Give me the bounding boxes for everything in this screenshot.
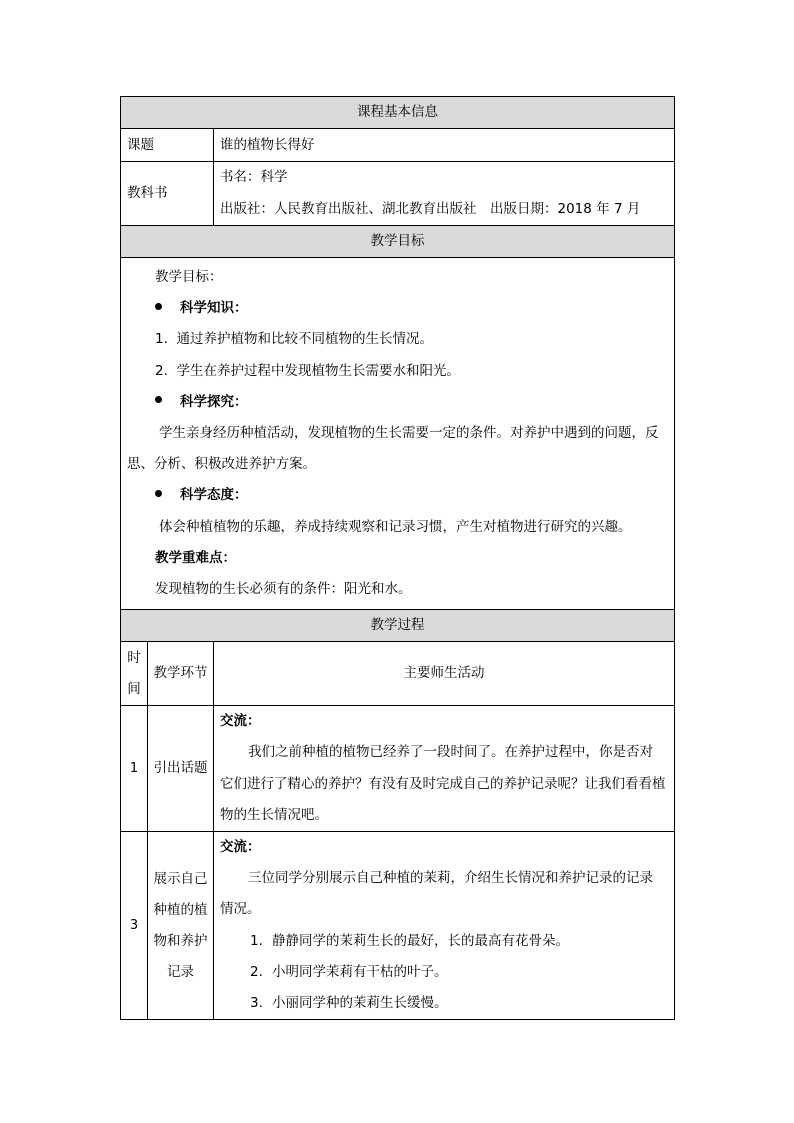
col-activity-header: 主要师生活动 — [214, 642, 675, 706]
publisher-line: 出版社：人民教育出版社、湖北教育出版社 出版日期：2018 年 7 月 — [220, 200, 641, 217]
topic-value: 谁的植物长得好 — [214, 129, 675, 162]
textbook-info — [214, 162, 675, 226]
col-stage-header: 教学环节 — [148, 642, 214, 706]
process-activity — [214, 706, 675, 832]
key-title: 教学重难点： — [155, 549, 236, 566]
process-seq: 1 — [121, 706, 148, 832]
knowledge-item-text: 通过养护植物和比较不同植物的生长情况。 — [176, 331, 433, 348]
activity-item-text: 静静同学的茉莉生长的最好，长的最高有花骨朵。 — [272, 932, 569, 949]
inquiry-text: 学生亲身经历种植活动，发现植物的生长需要一定的条件。对养护中遇到的问题，反思、分析、积极改进养护方案。 — [127, 425, 659, 473]
activity-item-text: 小丽同学种的茉莉生长缓慢。 — [272, 995, 448, 1012]
process-header: 教学过程 — [121, 610, 675, 642]
activity-item-num: 2. — [250, 963, 263, 980]
activity-text: 三位同学分别展示自己种植的茉莉，介绍生长情况和养护记录的记录情况。 — [220, 870, 653, 918]
bullet-icon — [155, 396, 162, 403]
process-stage: 引出话题 — [148, 706, 214, 832]
activity-item-text: 小明同学茉莉有干枯的叶子。 — [272, 963, 448, 980]
activity-title: 交流： — [220, 839, 261, 856]
activity-item-num: 3. — [250, 995, 263, 1012]
activity-item-num: 1. — [250, 932, 263, 949]
activity-item — [220, 926, 666, 957]
process-stage: 展示自己种植的植物和养护记录 — [148, 832, 214, 1020]
textbook-row — [121, 162, 675, 226]
process-row — [121, 706, 675, 832]
process-header-row — [121, 610, 675, 642]
process-activity — [214, 832, 675, 1020]
basic-info-header: 课程基本信息 — [121, 97, 675, 129]
knowledge-title: 科学知识： — [180, 300, 248, 317]
activity-item — [220, 988, 666, 1019]
attitude-title: 科学态度： — [180, 487, 248, 504]
activity-item — [220, 957, 666, 988]
key-text: 发现植物的生长必须有的条件：阳光和水。 — [155, 581, 412, 598]
topic-row — [121, 129, 675, 162]
goals-body-row — [121, 258, 675, 610]
inquiry-title: 科学探究： — [180, 393, 248, 410]
attitude-bullet — [127, 480, 666, 511]
bullet-icon — [155, 490, 162, 497]
knowledge-item — [127, 356, 666, 387]
knowledge-item-num: 2. — [155, 362, 168, 379]
process-row — [121, 832, 675, 1020]
bullet-icon — [155, 303, 162, 310]
col-time-header: 时间 — [121, 642, 148, 706]
activity-title: 交流： — [220, 713, 261, 730]
goals-intro: 教学目标： — [155, 269, 223, 285]
basic-info-header-row — [121, 97, 675, 129]
goals-body — [121, 258, 675, 610]
process-seq: 3 — [121, 832, 148, 1020]
activity-text: 我们之前种植的植物已经养了一段时间了。在养护过程中，你是否对它们进行了精心的养护？有没有及时完成自己的养护记录呢？让我们看看植物的生长情况吧。 — [220, 744, 666, 823]
knowledge-item — [127, 324, 666, 355]
lesson-plan-table — [120, 96, 675, 1020]
knowledge-item-num: 1. — [155, 331, 168, 348]
attitude-text: 体会种植植物的乐趣，养成持续观察和记录习惯，产生对植物进行研究的兴趣。 — [159, 518, 632, 535]
topic-label: 课题 — [121, 129, 214, 162]
goals-header-row — [121, 226, 675, 258]
inquiry-bullet — [127, 387, 666, 418]
process-column-header-row — [121, 642, 675, 706]
knowledge-item-text: 学生在养护过程中发现植物生长需要水和阳光。 — [176, 362, 460, 379]
textbook-label: 教科书 — [121, 162, 214, 226]
book-name: 书名：科学 — [220, 169, 288, 186]
knowledge-bullet — [127, 293, 666, 324]
goals-header: 教学目标 — [121, 226, 675, 258]
